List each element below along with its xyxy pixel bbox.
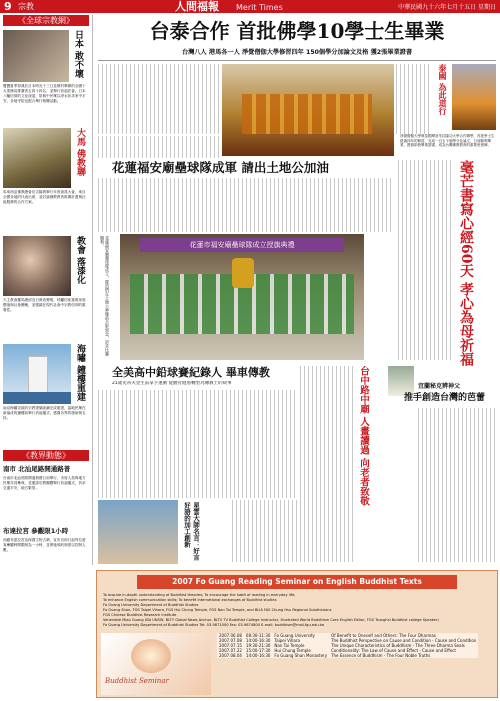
item1-title: 日本 敢不壞 — [73, 30, 83, 79]
main-body: 淨覺僧伽大學與泰國摩訶朱拉隆功大學合作辦學，首批學士生經過四年的修習，完成一百五十個學分及論文，日前順利畢業，獲頒兩校畢業證書，成為台灣佛教教育的重要里程碑。 — [400, 134, 495, 147]
seminar-info-line: Fo Guang University Department of Buddhist Studies — [103, 603, 199, 607]
right-story-title: 毫芒書寫心經60天 孝心為母祈福 — [458, 160, 474, 367]
main-subhead: 台灣八人 港馬各一人 淨覺僧伽大學修習四年 150個學分加論文及格 獲2張畢業證書 — [181, 49, 413, 56]
seminar-ad — [96, 570, 498, 698]
schedule-place: Hui Chung Temple — [274, 648, 311, 653]
global-religion-heading: 《全球宗教網》 — [3, 15, 89, 26]
seminar-info-line: To acquire in-depth understanding of Buddhist theories; To encourage the habit of reading in everyday life; — [103, 593, 296, 597]
photo-shotput — [98, 500, 178, 564]
main-tag: 泰國 為此道行 — [438, 64, 448, 115]
schedule-place: Fo Guang University — [274, 633, 315, 638]
main-story-text — [98, 64, 220, 134]
seminar-info-line: Fo Guang University Department of Buddhist Studies Tel: 03-9871000 Fax: 03-9874800 E-mail: buddhism@mail.fgu.edu.tw — [103, 623, 325, 627]
seminar-info-line: Venerable Miao Guang (BA UNSW, BLTY Global News Anchor, BLTV TV Buddhist College Instructor, Illustrated World Buddhism Core English Editor, FGS Tsunghsi Buddhist college Speaker) — [103, 618, 439, 622]
schedule-time: 08:30-11:30 — [245, 633, 271, 638]
seminar-logo — [101, 633, 211, 695]
seminar-info — [103, 593, 493, 628]
item3-body: 天主教會羅馬總部近日發表聲明，呼籲信徒重視家庭價值與社會關懷，並強調在現代社會中宗教信仰的重要性。 — [3, 298, 86, 312]
schedule-topic: The Buddhist Perspective on Cause and Condition - Cause and Condition — [331, 638, 477, 643]
schedule-topic: The Unique Characteristics of Buddhism - The Three Dharma Seals — [331, 643, 465, 648]
main-story-text-3 — [98, 136, 220, 158]
photo-church — [3, 344, 71, 404]
schedule-place: Nan Tai Temple — [274, 643, 305, 648]
item5-body: 台南市北汕尾路開通典禮日前舉行，市府人員與地方民眾共同參與，並邀請宗教團體舉行祈福儀式，祈求交通平安，地方繁榮。 — [3, 476, 86, 490]
schedule-topic: The Essence of Buddhism - The Four Noble Truths — [331, 653, 431, 658]
seminar-info-line: FGS Chinese Buddhist Research Institute — [103, 613, 177, 617]
schedule-time: 19:30-21:30 — [245, 643, 271, 648]
item2-body: 馬來西亞佛教總會於吉隆坡舉行年度會員大會，來自全國各地的代表出席，並討論佛教教育推廣計畫與社區服務的合作方案。 — [3, 190, 86, 204]
schedule-date: 2007.07.08 — [219, 638, 242, 643]
middle-headline: 花蓮福安廟壘球隊成軍 請出土地公加油 — [112, 160, 329, 175]
issue-date: 中華民國九十六年七月十五日 星期日 — [398, 4, 496, 11]
taichung-title: 台中路中廟 人畫讀過 向老者致敬 — [358, 366, 369, 506]
schedule-date: 2007.08.04 — [219, 653, 242, 658]
lower-story-text — [98, 390, 298, 498]
schedule-date: 2007.07.15 — [219, 643, 242, 648]
schedule-date: 2007.06.08 — [219, 633, 242, 638]
item2-title: 大馬 佛教聯 — [75, 128, 85, 177]
item4-body: 南亞海嘯災區的宗教建築陸續完成重建，當地民眾在新落成的鐘樓前舉行祈福儀式，感謝各界的援助與支持。 — [3, 406, 86, 420]
seminar-title: 2007 Fo Guang Reading Seminar on English Buddhist Texts — [137, 575, 457, 589]
main-story-text-2 — [396, 64, 430, 134]
photo-graduates — [222, 64, 394, 156]
lower-subhead: 21歲史蒂夫金生前拿手運動 從體育健將轉型為傳教士的故事 — [112, 381, 232, 386]
photo-malaysia — [3, 128, 71, 188]
yilan-title: 推手創造台灣的芭蕾 — [404, 393, 486, 403]
photo-softball-team — [120, 234, 364, 360]
photo-thai — [452, 64, 496, 130]
photo-banner: 花蓮市福安廟壘球隊成立授旗典禮 — [140, 238, 344, 252]
taichung-story-text — [300, 366, 354, 562]
lower-story-text-2 — [232, 500, 298, 562]
religious-news-heading: 《教界動態》 — [3, 450, 89, 461]
schedule-topic: Of Benefit to Oneself and Others: The Four Dharmas — [331, 633, 436, 638]
yilan-tag: 宜蘭秘克辨神父 — [418, 383, 461, 390]
item3-title: 教會 落漆化 — [75, 236, 85, 285]
middle-photo-caption: 花蓮福安廟壘球隊成立，隊員們在土地公神像前合影留念，祈求比賽順利。 — [100, 236, 110, 356]
section-label: 宗教 — [18, 2, 34, 11]
schedule-place: Taipei Vihara — [274, 638, 300, 643]
headline-rule — [98, 60, 496, 61]
page-number: 9 — [4, 0, 12, 13]
column-divider — [92, 15, 93, 565]
item5-title: 南市 北汕尾路開通路普 — [3, 465, 71, 473]
seminar-info-line: Fo Guang Shan, FGS Taipei Vihara, FGS Hui Chung Temple, FGS Nan Tai Temple, and BLIA FAS Chung Hsu Regional Subdivisions — [103, 608, 332, 612]
seminar-logo-text: Buddhist Seminar — [105, 677, 169, 685]
yilan-story-text — [418, 408, 496, 562]
item1-body: 寶寶夏季祭典於日本時光十三日及鄉村舉辦的全國十大業務局推廣者五四十四名，並舉行祈福法會。日本八幡信仰的文化深遠，祭典中民眾以淨水祈求家中平安，各地寺院也配合舉行相關活動。 — [3, 84, 86, 103]
seminar-schedule — [217, 633, 478, 658]
masthead-logo: 人間福報 — [175, 0, 219, 13]
right-story-text-1 — [398, 160, 452, 360]
photo-japan — [3, 30, 69, 82]
schedule-time: 15:00-17:30 — [245, 648, 271, 653]
schedule-row — [217, 653, 478, 658]
schedule-date: 2007.07.22 — [219, 648, 242, 653]
side-quote: 星雲大師名言：好言好語的加工創新 — [183, 502, 200, 561]
schedule-topic: Conditionality: The Law of Cause and Effect - Cause and Effect — [331, 648, 456, 653]
item6-title: 布達拉宮 參觀限1小時 — [3, 527, 69, 535]
item4-title: 海嘯 鐘樓重建 — [75, 344, 85, 402]
schedule-time: 14:00-16:30 — [245, 653, 271, 658]
item6-body: 西藏布達拉宮為保護文物古蹟，宣布自即日起每位遊客參觀時間限制為一小時，並實施預約制度以控制人數。 — [3, 538, 86, 552]
schedule-time: 14:00-16:30 — [245, 638, 271, 643]
schedule-place: Fo Guang Shan Monastery — [274, 653, 328, 658]
middle-story-text — [98, 178, 394, 232]
photo-pope — [3, 236, 71, 296]
seminar-info-line: To enhance English communication skills; To benefit international exchanges of Buddhist studies — [103, 598, 277, 602]
main-headline: 台泰合作 首批佛學10學士生畢業 — [149, 19, 445, 43]
masthead-subtitle: Merit Times — [236, 3, 283, 12]
lower-headline: 全美高中鉛球賽紀錄人 畢車傳教 — [112, 366, 270, 379]
